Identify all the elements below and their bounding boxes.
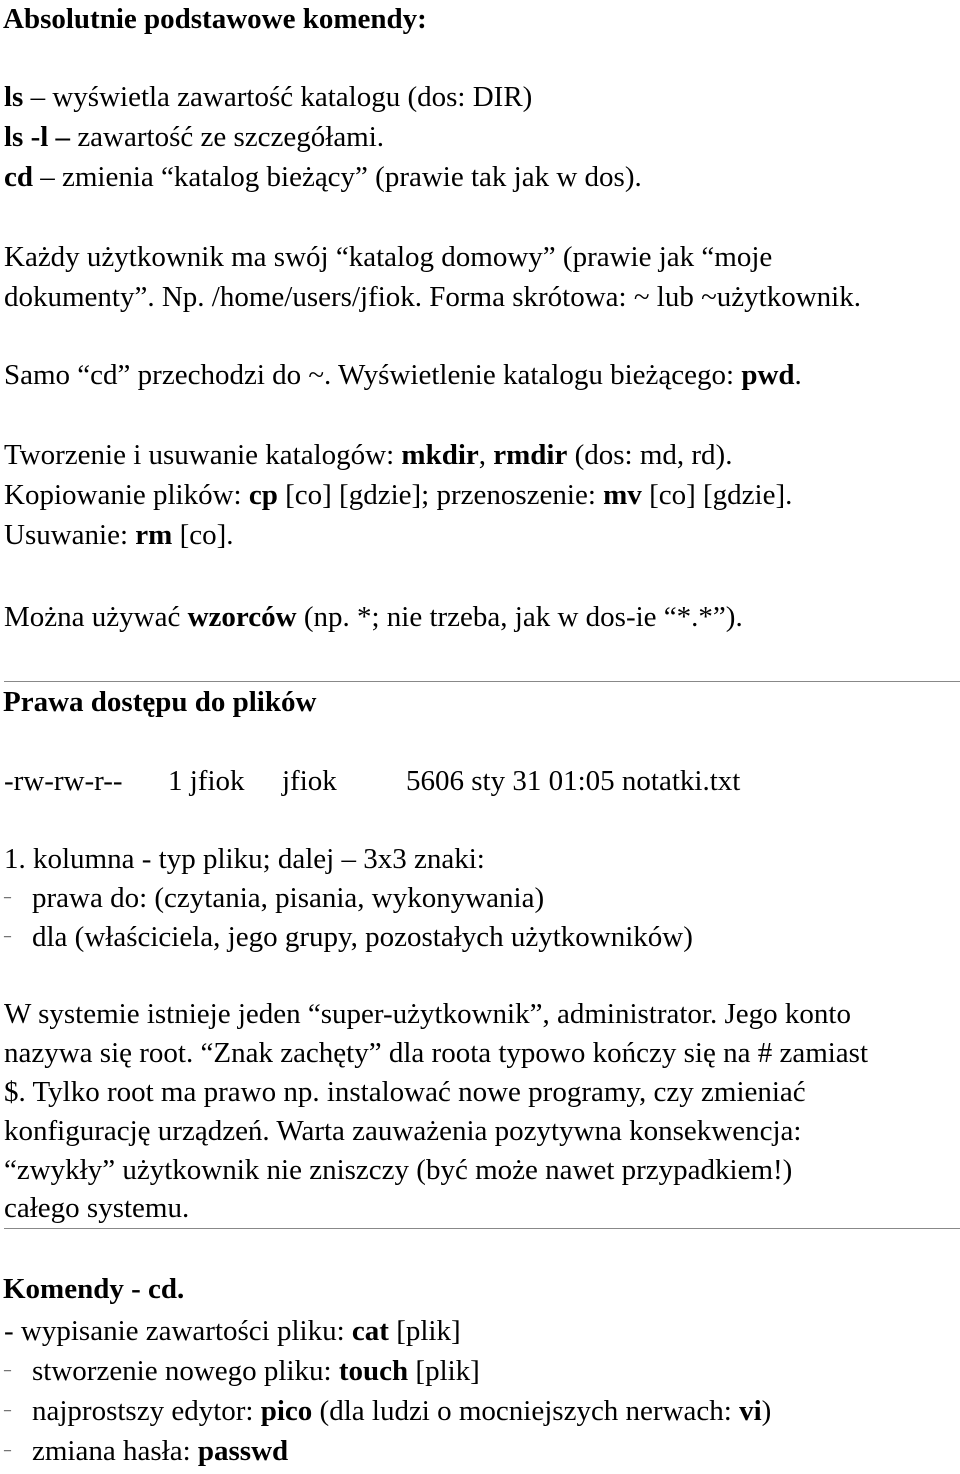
dash-bullet: –	[4, 890, 11, 906]
root-paragraph-line-4: konfigurację urządzeń. Warta zauważenia pozytywna konsekwencja:	[4, 1115, 802, 1147]
vi-command: vi	[739, 1395, 762, 1427]
ls-l-command: ls -l –	[4, 121, 78, 153]
rm-command: rm	[135, 519, 173, 551]
cp-mv-line: Kopiowanie plików: cp [co] [gdzie]; przenoszenie: mv [co] [gdzie].	[4, 479, 793, 511]
ls-command: ls	[4, 81, 24, 113]
home-dir-line-1: Każdy użytkownik ma swój “katalog domowy” (prawie jak “moje	[4, 241, 773, 273]
rm-line: Usuwanie: rm [co].	[4, 519, 234, 551]
basics-heading: Absolutnie podstawowe komendy:	[3, 3, 427, 35]
root-paragraph-line-5: “zwykły” użytkownik nie zniszczy (być może nawet przypadkiem!)	[4, 1154, 793, 1186]
dash-bullet: –	[4, 929, 11, 945]
pico-command: pico	[260, 1395, 313, 1427]
cat-line: - wypisanie zawartości pliku: cat [plik]	[4, 1315, 461, 1347]
mkdir-line: Tworzenie i usuwanie katalogów: mkdir, rmdir (dos: md, rd).	[4, 439, 733, 471]
listing-mode: -rw-rw-r--	[4, 765, 123, 797]
pico-line: – najprostszy edytor: pico (dla ludzi o mocniejszych nerwach: vi)	[4, 1393, 771, 1431]
listing-group: jfiok	[282, 765, 337, 797]
listing-details: 5606 sty 31 01:05 notatki.txt	[406, 765, 741, 797]
ls-l-line: ls -l – zawartość ze szczegółami.	[4, 121, 385, 153]
root-paragraph-line-6: całego systemu.	[4, 1192, 190, 1224]
touch-command: touch	[338, 1355, 409, 1387]
home-dir-line-2: dokumenty”. Np. /home/users/jfiok. Forma skrótowa: ~ lub ~użytkownik.	[4, 281, 861, 313]
listing-links-owner: 1 jfiok	[168, 765, 245, 797]
bullet-item: – prawa do: (czytania, pisania, wykonywania)	[4, 880, 544, 918]
dash-bullet: –	[4, 1403, 11, 1419]
section-divider-2	[4, 1228, 960, 1229]
cp-command: cp	[248, 479, 278, 511]
ls-listing-line	[4, 763, 904, 799]
passwd-command: passwd	[197, 1435, 289, 1467]
root-paragraph-line-2: nazywa się root. “Znak zachęty” dla roota typowo kończy się na # zamiast	[4, 1037, 869, 1069]
rmdir-command: rmdir	[493, 439, 568, 471]
section-divider-1	[4, 681, 960, 682]
pwd-command: pwd	[741, 359, 795, 391]
more-commands-heading: Komendy - cd.	[3, 1273, 185, 1305]
root-paragraph-line-3: $. Tylko root ma prawo np. instalować nowe programy, czy zmieniać	[4, 1076, 806, 1108]
root-paragraph-line-1: W systemie istnieje jeden “super-użytkownik”, administrator. Jego konto	[4, 998, 851, 1030]
ls-line: ls – wyświetla zawartość katalogu (dos: DIR)	[4, 81, 533, 113]
cat-command: cat	[351, 1315, 389, 1347]
touch-line: – stworzenie nowego pliku: touch [plik]	[4, 1353, 480, 1391]
wildcard-line: Można używać wzorców (np. *; nie trzeba, jak w dos-ie “*.*”).	[4, 601, 743, 633]
mv-command: mv	[603, 479, 642, 511]
pwd-line: Samo “cd” przechodzi do ~. Wyświetlenie katalogu bieżącego: pwd.	[4, 359, 802, 391]
cd-command: cd	[4, 161, 33, 193]
column-explanation-line: 1. kolumna - typ pliku; dalej – 3x3 znaki:	[4, 843, 485, 875]
perms-heading: Prawa dostępu do plików	[3, 686, 317, 718]
passwd-line: – zmiana hasła: passwd	[4, 1433, 288, 1471]
bullet-item: – dla (właściciela, jego grupy, pozostałych użytkowników)	[4, 919, 693, 957]
mkdir-command: mkdir	[401, 439, 479, 471]
cd-line: cd – zmienia “katalog bieżący” (prawie tak jak w dos).	[4, 161, 642, 193]
dash-bullet: –	[4, 1363, 11, 1379]
dash-bullet: –	[4, 1443, 11, 1459]
wildcard-term: wzorców	[187, 601, 297, 633]
